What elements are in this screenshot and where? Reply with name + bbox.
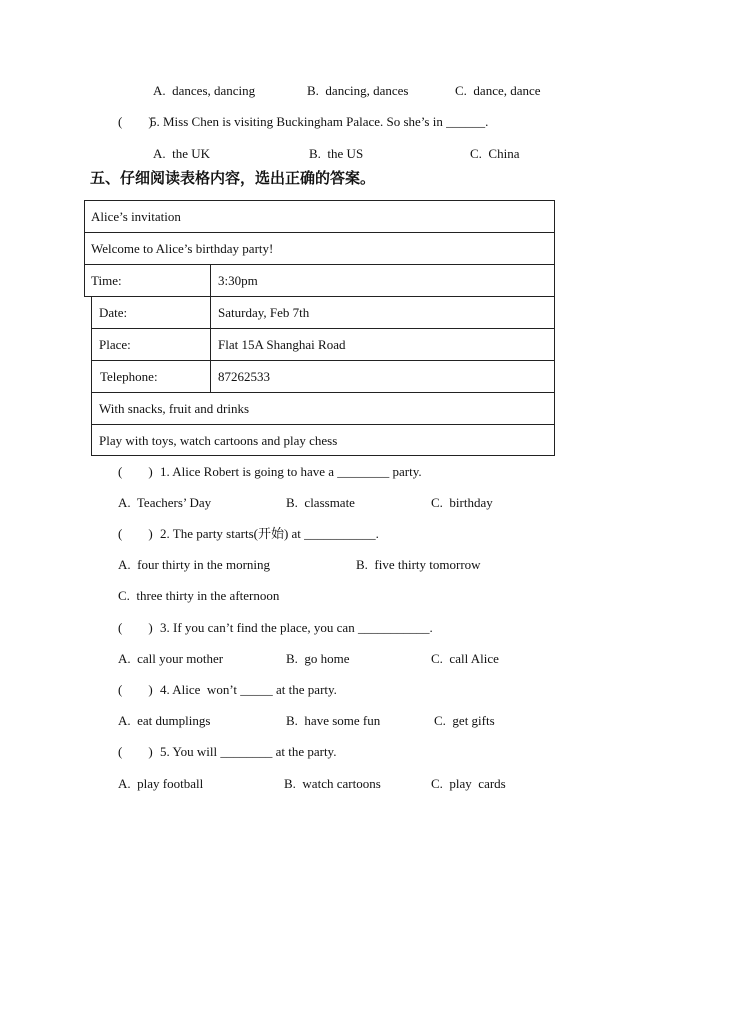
q5b-question-text: 5. You will ________ at the party.: [160, 744, 337, 759]
q4-option-a: A. dances, dancing: [153, 83, 256, 98]
place-value: Flat 15A Shanghai Road: [218, 337, 346, 352]
table-row-telephone: [91, 360, 555, 393]
q3-answer-blank[interactable]: ( ): [118, 620, 153, 635]
q3-option-a: A. call your mother: [118, 651, 224, 666]
date-value: Saturday, Feb 7th: [218, 305, 310, 320]
q5b-option-b: B. watch cartoons: [284, 776, 381, 791]
section-heading: 五、仔细阅读表格内容，选出正确的答案。: [90, 169, 376, 187]
table-title-row: [84, 200, 555, 233]
q1-option-c: C. birthday: [431, 495, 493, 510]
q5b-option-a: A. play football: [118, 776, 204, 791]
q2-answer-blank[interactable]: ( ): [118, 526, 153, 541]
q5b-answer-blank[interactable]: ( ): [118, 744, 153, 759]
table-row-place: [91, 328, 555, 361]
snacks-text: With snacks, fruit and drinks: [99, 401, 250, 416]
q4-question-text: 4. Alice won’t _____ at the party.: [160, 682, 337, 697]
q5-question-text: 5. Miss Chen is visiting Buckingham Palace. So she’s in ______.: [150, 114, 489, 129]
q4-option-c: C. dance, dance: [455, 83, 541, 98]
q3-option-b: B. go home: [286, 651, 350, 666]
telephone-label: Telephone:: [100, 369, 158, 384]
q5b-option-c: C. play cards: [431, 776, 506, 791]
q5-answer-blank[interactable]: ( ): [118, 114, 153, 129]
q3-option-c: C. call Alice: [431, 651, 499, 666]
q2-option-c: C. three thirty in the afternoon: [118, 588, 280, 603]
time-value: 3:30pm: [218, 273, 258, 288]
table-welcome: Welcome to Alice’s birthday party!: [91, 241, 274, 256]
q4-option-c: C. get gifts: [434, 713, 495, 728]
table-row-time: [84, 264, 555, 297]
table-welcome-row: [84, 232, 555, 265]
q4-option-b: B. dancing, dances: [307, 83, 409, 98]
q4-option-a: A. eat dumplings: [118, 713, 211, 728]
q2-option-a: A. four thirty in the morning: [118, 557, 271, 572]
q2-option-b: B. five thirty tomorrow: [356, 557, 481, 572]
q2-question-text: 2. The party starts(开始) at ___________.: [160, 526, 379, 541]
table-title: Alice’s invitation: [91, 209, 181, 224]
q1-option-a: A. Teachers’ Day: [118, 495, 212, 510]
table-row-activities: [91, 424, 555, 456]
activities-text: Play with toys, watch cartoons and play chess: [99, 433, 338, 448]
time-label: Time:: [91, 273, 122, 288]
q1-question-text: 1. Alice Robert is going to have a ________ party.: [160, 464, 422, 479]
q1-option-b: B. classmate: [286, 495, 355, 510]
q1-answer-blank[interactable]: ( ): [118, 464, 153, 479]
telephone-value: 87262533: [218, 369, 270, 384]
q5-option-c: C. China: [470, 146, 520, 161]
q4-option-b: B. have some fun: [286, 713, 381, 728]
date-label: Date:: [99, 305, 128, 320]
q4-answer-blank[interactable]: ( ): [118, 682, 153, 697]
q5-option-a: A. the UK: [153, 146, 211, 161]
table-row-date: [91, 296, 555, 329]
place-label: Place:: [99, 337, 131, 352]
table-row-snacks: [91, 392, 555, 425]
q3-question-text: 3. If you can’t find the place, you can ___________.: [160, 620, 433, 635]
q5-option-b: B. the US: [309, 146, 364, 161]
